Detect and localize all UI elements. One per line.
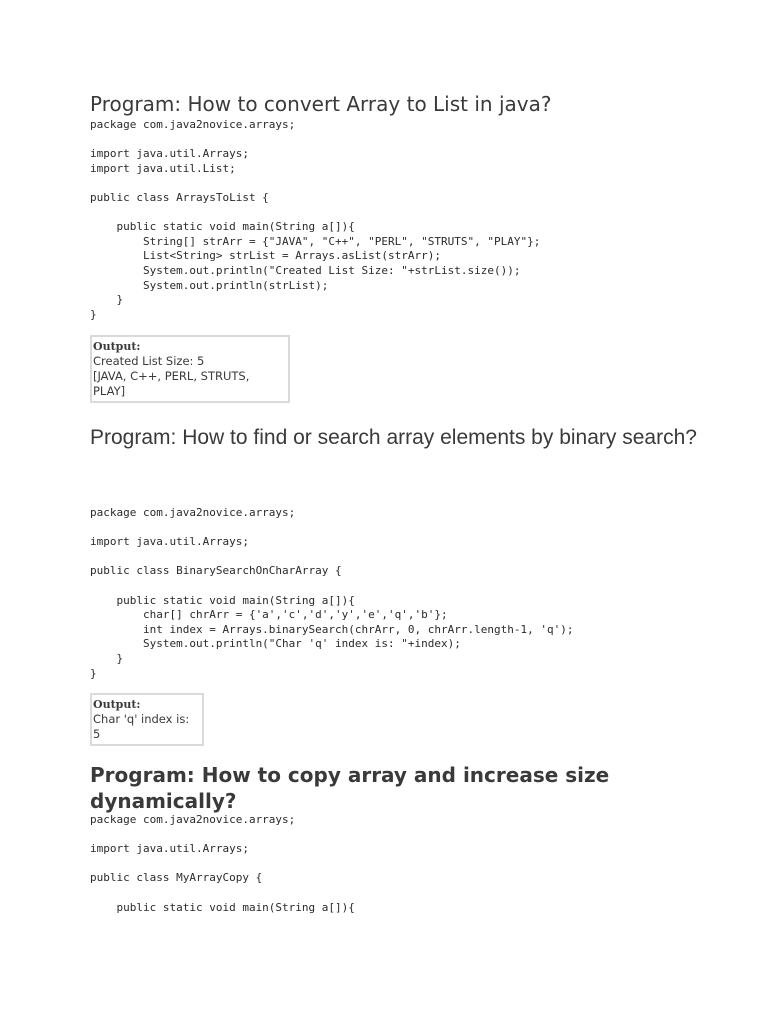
output-line: [JAVA, C++, PERL, STRUTS, PLAY]: [93, 369, 250, 398]
code-block-binary-search: package com.java2novice.arrays; import java.util.Arrays; public class BinarySearchOnCharArray { public static void main(String a[]){ char[] chrArr = {'a','c','d','y','e','q','b'}; int index = Arrays.binarySearch(chrArr, 0, chrArr.length-1, 'q'); System.out.println("Char 'q' index is: "+index); } }: [90, 506, 574, 680]
output-line: Created List Size: 5: [93, 354, 205, 368]
section-title-array-copy: Program: How to copy array and increase size dynamically?: [90, 763, 610, 813]
section-title-binary-search: Program: How to find or search array elements by binary search?: [90, 426, 697, 449]
output-box-array-to-list: [90, 335, 290, 403]
section-title-array-to-list: Program: How to convert Array to List in java?: [90, 92, 552, 116]
output-label: Output:: [93, 698, 141, 711]
output-box-binary-search: [90, 693, 204, 746]
code-block-array-copy: package com.java2novice.arrays; import java.util.Arrays; public class MyArrayCopy { public static void main(String a[]){: [90, 813, 355, 914]
code-block-array-to-list: package com.java2novice.arrays; import java.util.Arrays; import java.util.List; public class ArraysToList { public static void main(String a[]){ String[] strArr = {"JAVA", "C++", "PERL", "STRUTS", "PLAY"}; List<String> strList = Arrays.asList(strArr); System.out.println("Created List Size: "+strList.size()); System.out.println(strList); } }: [90, 118, 541, 321]
output-label: Output:: [93, 340, 141, 353]
output-line: Char 'q' index is: 5: [93, 712, 190, 741]
